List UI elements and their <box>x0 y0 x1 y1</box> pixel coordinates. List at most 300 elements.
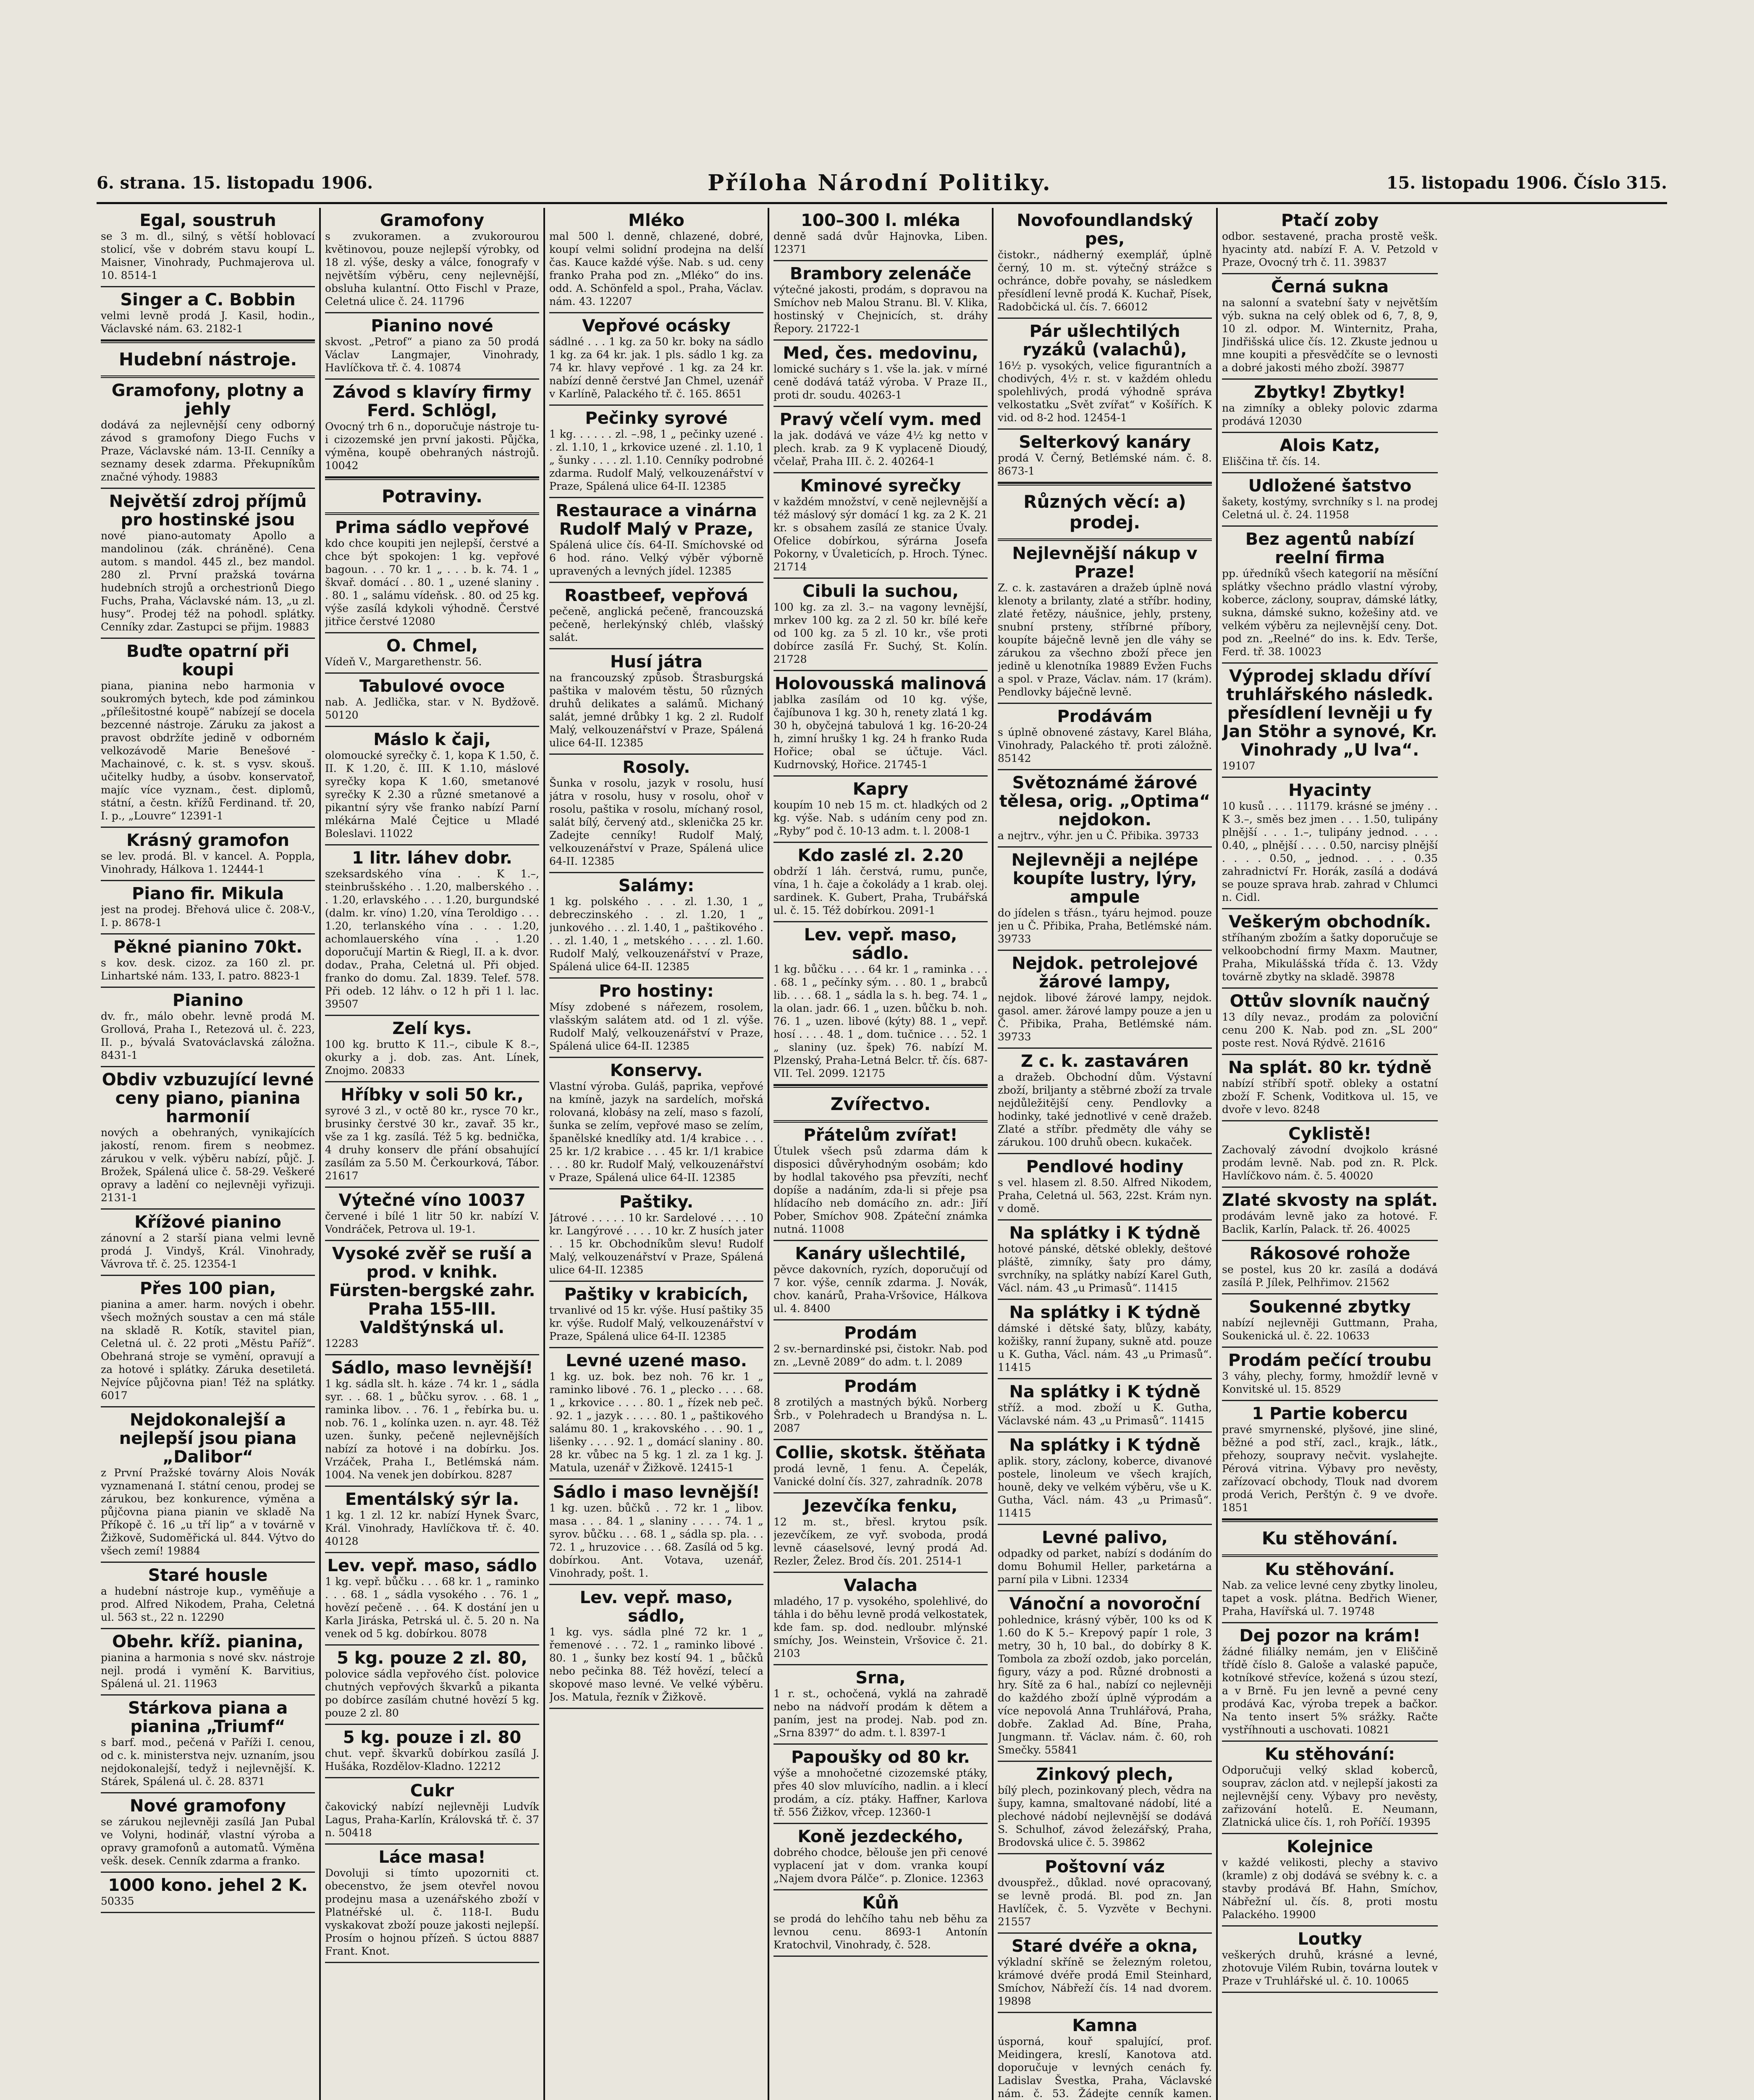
classified-ad <box>1222 1623 1438 1742</box>
classified-ad <box>998 1221 1212 1300</box>
ad-headline: Nejlevnější nákup v Praze! <box>1012 544 1198 582</box>
ad-body: obdrží 1 láh. čerstvá, rumu, punče, vína, 1 h. čaje a čokolády a 1 krab. olej. sardinek. K. Gubert, Praha, Trubářská ul. č. 15. Též dobírkou. 2091-1 <box>773 865 988 916</box>
ad-body: na francouzský způsob. Štrasburgská paštika v malovém těstu, 50 různých druhů delikates a salámů. Michaný salát, jemné drůbky 1 kg. 2 zl. Rudolf Malý, velkouzenářství v Praze, Spálená ulice 64-II. 12385 <box>549 672 763 749</box>
classified-ad <box>101 1407 315 1563</box>
classified-ad <box>549 1189 763 1282</box>
ad-body: Spálená ulice čís. 64-II. Smíchovské od 6 hod. ráno. Velký výběr výborně upravených a levných jídel. 12385 <box>549 539 763 577</box>
ad-body: se 3 m. dl., silný, s větší hoblovací stolicí, vše v dobrém stavu koupí L. Maisner, Vinohrady, Puchmajerova ul. 10. 8514-1 <box>101 230 315 281</box>
ad-body: 13 díly nevaz., prodám za poloviční cenu 200 K. Nab. pod zn. „SL 200“ poste rest. Nová Rýdvě. 21616 <box>1222 1011 1438 1049</box>
classified-ad <box>998 1525 1212 1591</box>
ad-headline: Mléko <box>628 211 684 230</box>
ad-body: prodá V. Černý, Betlémské nám. č. 8. 8673-1 <box>998 452 1212 477</box>
ad-body: pravé smyrnenské, plyšové, jine sliné, běžné a pod stří, zacl., krajk., látk., přehozy, soupravy nečvit. vyslahejte. Pérová vitrina. Výbavy pro nevěsty, zařízovací obchody, Tlouk nad dvorem prodá Verich, Perštýn č. 9 ve dvoře. 1851 <box>1222 1423 1438 1514</box>
ad-headline: Levné uzené maso. <box>566 1351 747 1370</box>
ad-body: výše a mnohočetné cizozemské ptáky, přes 40 slov mluvícího, nadlin. a i klecí prodám, a cíz. ptáky. Haffner, Karlova tř. 556 Žižkov, vřcep. 12360-1 <box>773 1767 988 1818</box>
classified-ad <box>549 208 763 313</box>
ad-headline: Světoznámé žárové tělesa, orig. „Optima“ nejdokon. <box>999 773 1211 830</box>
header-rule <box>97 202 1667 204</box>
classified-ad <box>1222 1241 1438 1294</box>
ad-body: 1 kg. sádla slt. h. káze . 74 kr. 1 „ sádla syr. . . 68. 1 „ bůčku syrov. . . 68. 1 „ raminka libov. . . 76. 1 „ řebírka bu. u. nob. 76. 1 „ kolínka uzen. n. ayr. 48. Též uzen. šunky, pečeně nejlevnějších nabízí za hotové i na dobírku. Jos. Vrzáček, Praha I., Betlémská nám. 1004. Na venek jen dobírkou. 8287 <box>325 1378 539 1481</box>
ad-body: výkladní skříně se železným roletou, krámové dvéře prodá Emil Steinhard, Smíchov, Nábřeží čís. 14 nad dvorem. 19898 <box>998 1956 1212 2007</box>
ad-headline: Gramofony, plotny a jehly <box>111 381 304 419</box>
ad-body: nabízí stříbří spotř. obleky a ostatní zboží F. Schenk, Voditkova ul. 15, ve dvoře v levo. 8248 <box>1222 1077 1438 1116</box>
ad-body: 1 kg. vepř. bůčku . . . 68 kr. 1 „ raminko . . . 68. 1 „ sádla vysokého . . 76. 1 „ hovězí pečeně . . . 64. K dostání jen u Karla Jiráska, Petrská ul. č. 5. 20 n. Na venek od 5 kg. dobírkou. 8078 <box>325 1575 539 1640</box>
ad-headline: Krásný gramofon <box>126 831 289 850</box>
ad-headline: Ku stěhování. <box>1265 1560 1395 1579</box>
classified-ad <box>101 378 315 489</box>
classified-ad <box>773 208 988 261</box>
ad-headline: Zelí kys. <box>392 1019 472 1038</box>
ad-headline: Papoušky od 80 kr. <box>791 1748 970 1767</box>
classified-ad <box>549 583 763 649</box>
ad-headline: O. Chmel, <box>386 636 478 656</box>
classified-ad <box>773 1374 988 1440</box>
ad-body: 12 m. st., břesl. krytou psík. jezevčíkem, ze vyř. svoboda, prodá levně cáaselsové, levný prodá Ad. Rezler, Želez. Brod čís. 201. 2514-1 <box>773 1516 988 1567</box>
ad-headline: Na splátky i K týdně <box>1009 1382 1201 1402</box>
classified-ad <box>1222 274 1438 380</box>
ad-body: a nejtrv., výhr. jen u Č. Přibika. 39733 <box>998 830 1199 842</box>
classified-ad <box>101 881 315 934</box>
ad-headline: Bez agentů nabízí reelní firma <box>1245 530 1415 567</box>
ad-headline: 100–300 l. mléka <box>801 211 960 230</box>
ad-body: Játrové . . . . . 10 kr. Sardelové . . . . 10 kr. Langýrové . . . . 10 kr. Z husích jater . . 15 kr. Obchodníkům slevu! Rudolf Malý, velkouzenářství v Praze, Spálená ulice 64-II. 12385 <box>549 1212 763 1276</box>
ad-body: v každé velikosti, plechy a stavivo (kramle) z obj dodává se svébny k. c. a stavby prodává Bf. Hahn, Smíchov, Nábřežní ul. čís. 8, proti mostu Palackého. 19900 <box>1222 1856 1438 1921</box>
classified-ad <box>998 208 1212 319</box>
classified-ad <box>325 1188 539 1241</box>
ad-headline: Gramofony <box>380 211 485 230</box>
ad-body: dobrého chodce, bělouše jen při cenové vyplacení jat v dom. vranka koupí „Najem dvora Pálče“. p. Zlonice. 12363 <box>773 1846 988 1885</box>
ad-body: lomické sucháry s 1. vše la. jak. v mírné ceně dodává tatáž výroba. V Praze II., proti dr. soudu. 40263-1 <box>773 363 988 401</box>
ad-headline: Kminové syrečky <box>800 476 961 496</box>
classified-ad <box>1222 1742 1438 1834</box>
ad-headline: Kolejnice <box>1287 1837 1373 1856</box>
page-number-date: 6. strana. 15. listopadu 1906. <box>97 173 373 193</box>
classified-ad <box>325 313 539 380</box>
ad-body: 1 kg. . . . . . zl. –.98, 1 „ pečinky uzené . . zl. 1.10, 1 „ krkovice uzené . zl. 1.10, 1 „ šunky . . . . zl. 1.10. Cenníky podrobné zdarma. Rudolf Malý, velkouzenářství v Praze, Spálená ulice 64-II. 12385 <box>549 428 763 492</box>
classified-ad <box>549 498 763 583</box>
ad-body: sádlné . . . 1 kg. za 50 kr. boky na sádlo 1 kg. za 64 kr. jak. 1 pls. sádlo 1 kg. za 74 kr. hlavy vepřové . 1 kg. za 24 kr. nabízí denně čerstvé Jan Chmel, uzenář v Karlíně, Palackého tř. č. 165. 8651 <box>549 336 763 400</box>
ad-headline: Udložené šatstvo <box>1248 476 1412 496</box>
ad-body: odbor. sestavené, pracha prostě vešk. hyacinty atd. nabízí F. A. V. Petzold v Praze, Ovocný trh č. 11. 39837 <box>1222 230 1438 268</box>
ad-body: 100 kg. za zl. 3.– na vagony levnější, mrkev 100 kg. za 2 zl. 50 kr. bílé keře od 100 kg. za 5 zl. 10 kr., vše proti dobírce zasílá Fr. Suchý, St. Kolín. 21728 <box>773 601 988 665</box>
ad-headline: Pečinky syrové <box>585 409 728 428</box>
supplement-title: Příloha Národní Politiky. <box>708 170 1052 196</box>
ad-headline: Na splátky i K týdně <box>1009 1223 1201 1243</box>
ad-body: se prodá do lehčího tahu neb běhu za levnou cenu. 8693-1 Antonín Kratochvil, Vinohrady, č. 528. <box>773 1913 988 1951</box>
ad-body: 1 kg. vys. sádla plné 72 kr. 1 „ řemenové . . . 72. 1 „ raminko libové . 80. 1 „ šunky bez kostí 94. 1 „ bůčků nebo pečinka 88. Též hovězí, telecí a skopové maso levné. Ve velké výběru. Jos. Matula, řezník v Žižkově. <box>549 1626 763 1703</box>
ad-headline: Hyacinty <box>1288 781 1371 800</box>
ad-headline: Na splátky i K týdně <box>1009 1436 1201 1455</box>
classified-ad <box>773 922 988 1085</box>
newspaper-page <box>97 166 1667 2100</box>
classified-ad <box>773 671 988 777</box>
ad-headline: Alois Katz, <box>1279 436 1380 455</box>
classified-ad <box>773 1890 988 1957</box>
ad-body: 100 kg. brutto K 11.–, cibule K 8.–, okurky a j. dob. zas. Ant. Línek, Znojmo. 20833 <box>325 1038 539 1076</box>
ad-body: odpadky od parket, nabízí s dodáním do domu Bohumil Heller, parketárna a parní pila v Libni. 12334 <box>998 1547 1212 1586</box>
classified-ad <box>773 843 988 922</box>
classified-ad <box>325 515 539 633</box>
classified-ad <box>773 1440 988 1494</box>
classified-ad <box>998 1854 1212 1934</box>
ad-body: olomoucké syrečky č. 1, kopa K 1.50, č. II. K 1.20, č. III. K 1.10, máslové syrečky kopa K 1.60, smetanové syrečky K 2.30 a různé smetanové a pikantní sýry vše franko nabízí Parní mlékárna Malé Čejtice u Mladé Boleslavi. 11022 <box>325 749 539 840</box>
ad-body: veškerých druhů, krásné a levné, zhotovuje Vilém Rubin, továrna loutek v Praze v Truhlářské ul. č. 10. 10065 <box>1222 1949 1438 1987</box>
ad-headline: Pro hostiny: <box>599 982 714 1001</box>
column-1 <box>97 208 321 2100</box>
classified-ad <box>1222 989 1438 1055</box>
ad-headline: Singer a C. Bobbin <box>120 290 296 310</box>
classified-ad <box>773 407 988 473</box>
classified-ad <box>1222 1834 1438 1927</box>
ad-body: šakety, kostýmy, svrchníky s l. na prodej Celetná ul. č. 24. 11958 <box>1222 496 1438 521</box>
ad-body: denně sadá dvůr Hajnovka, Liben. 12371 <box>773 230 988 255</box>
section-heading: Ku stěhování. <box>1222 1520 1438 1557</box>
ad-body: mladého, 17 p. vysokého, spolehlivé, do táhla i do běhu levně prodá velkostatek, kde fam. sp. dod. nedloubr. mlýnské smíchy, Jos. Weinstein, Vršovice č. 21. 2103 <box>773 1595 988 1659</box>
ad-body: aplik. story, záclony, koberce, divanové postele, linoleum ve všech krajích, houně, deky ve velkém výběru, vše u K. Gutha, Václ. nám. 43 „u Primasů“. 11415 <box>998 1455 1212 1519</box>
page-header <box>97 166 1667 200</box>
classified-ad <box>325 380 539 478</box>
ad-headline: 1 Partie kobercu <box>1252 1404 1408 1423</box>
ad-headline: Pravý včelí vym. med <box>779 410 982 429</box>
ad-headline: Vysoké zvěř se ruší a prod. v knihk. Fürsten-bergské zahr. Praha 155-III. Valdštýnská ul. <box>329 1244 535 1337</box>
ad-headline: Kapry <box>852 780 909 799</box>
ad-headline: Obdiv vzbuzující levné ceny piano, pianina harmonií <box>102 1070 314 1126</box>
ad-body: s úplně obnovené zástavy, Karel Bláha, Vinohrady, Palackého tř. proti záložně. 85142 <box>998 726 1212 764</box>
classified-ad <box>549 1480 763 1585</box>
ad-headline: Holovousská malinová <box>774 674 987 693</box>
classified-ad <box>1222 208 1438 274</box>
classified-ad <box>998 848 1212 951</box>
classified-ad <box>1222 1927 1438 1993</box>
ad-body: Eliščina tř. čís. 14. <box>1222 455 1320 467</box>
classified-ad <box>998 1300 1212 1379</box>
ad-headline: Prodám <box>844 1377 917 1396</box>
ad-body: Ovocný trh 6 n., doporučuje nástroje tu- i cizozemské jen první jakosti. Půjčka, výměna, koupě obehraných nástrojů. 10042 <box>325 420 539 472</box>
ad-body: 1 kg. uz. bok. bez noh. 76 kr. 1 „ raminko libové . 76. 1 „ plecko . . . . 68. 1 „ krkovice . . . . 80. 1 „ řízek neb peč. . 92. 1 „ jazyk . . . . . 80. 1 „ paštikového salámu 80. 1 „ krakovského . . . 90. 1 „ lišenky . . . . 92. 1 „ domácí slaniny . 80. 28 kr. vůbec na 5 kg. 1 zl. za 1 kg. J. Matula, uzenář v Žižkově. 12415-1 <box>549 1370 763 1474</box>
classified-ad <box>1222 1348 1438 1401</box>
ad-headline: Máslo k čaji, <box>373 730 491 749</box>
ad-columns <box>97 208 1667 2100</box>
ad-body: zánovní a 2 starší piana velmi levně prodá J. Vindyš, Král. Vinohrady, Vávrova tř. č. 25. 12354-1 <box>101 1232 315 1270</box>
ad-body: Z. c. k. zastaváren a dražeb úplně nová klenoty a brilanty, zlaté a stříbr. hodiny, zlaté řetězy, náušnice, jehly, prsteny, snubní prsteny, stříbrné příbory, koupíte báječně levně jen dle váhy se zárukou za všechno zboží přece jen jedině u klenotníka 19889 Evžen Fuchs a spol. v Praze, Václav. nám. 17 (krám). Pendlovky báječně levně. <box>998 582 1212 698</box>
ad-headline: Vánoční a novoroční <box>1009 1594 1201 1614</box>
classified-ad <box>325 1082 539 1188</box>
ad-headline: Pár ušlechtilých ryzáků (valachů), <box>1023 322 1187 360</box>
ad-body: Útulek všech psů zdarma dám k disposici důvěryhodným osobám; kdo by hodlal takového psa převzíti, nechť dopíše a nadáním, zda-li si přeje psa hlídacího neb domácího zn. adr.: Jiří Pober, Smíchov 908. Zpáteční známka nutná. 11008 <box>773 1145 988 1235</box>
ad-body: s zvukoramen. a zvukorourou květinovou, pouze nejlepší výrobky, od 18 zl. výše, desky a válce, fonografy v největším výběru, ceny nejlevnější, obsluha kulantní. Otto Fischl v Praze, Celetná ulice č. 24. 11796 <box>325 230 539 307</box>
ad-body: dodává za nejlevnější ceny odborný závod s gramofony Diego Fuchs v Praze, Václavské nám. 13-II. Cenníky a seznamy desek zdarma. Překupníkům značné výhody. 19883 <box>101 419 315 483</box>
ad-body: bílý plech, pozinkovaný plech, vědra na šupy, kamna, smaltované nádobí, lité a plechové nádobí nejlevnější se dodává S. Schulhof, závod železářský, Praha, Brodovská ulice č. 5. 39862 <box>998 1784 1212 1848</box>
ad-headline: Cukr <box>410 1781 454 1801</box>
classified-ad <box>549 406 763 498</box>
classified-ad <box>101 1629 315 1696</box>
ad-headline: Z c. k. zastaváren <box>1020 1052 1189 1071</box>
ad-body: nové piano-automaty Apollo a mandolinou (zák. chráněné). Cena autom. s mandol. 445 zl., bez mandol. 280 zl. První pražská továrna hudebních strojů a orchestrionů Diego Fuchs, Praha, Václavské nám. 13, „u zl. husy“. Prodej též na pohodl. splátky. Cenníky zdar. Zastupci se přijm. 19883 <box>101 530 315 633</box>
classified-ad <box>773 579 988 671</box>
classified-ad <box>1222 473 1438 527</box>
ad-headline: 5 kg. pouze 2 zl. 80, <box>337 1648 527 1668</box>
classified-ad <box>998 1379 1212 1433</box>
ad-body: 8 zrotilých a mastných býků. Norberg Šrb., v Polehradech u Brandýsa n. L. 2087 <box>773 1396 988 1434</box>
ad-headline: Nejlevněji a nejlépe koupíte lustry, lýry, ampule <box>1011 850 1198 907</box>
ad-headline: Sádlo, maso levnější! <box>331 1358 533 1378</box>
ad-headline: Levné palivo, <box>1041 1528 1168 1547</box>
ad-headline: Srna, <box>855 1668 906 1688</box>
ad-headline: Přátelům zvířat! <box>803 1126 958 1145</box>
ad-headline: Kamna <box>1072 2016 1138 2035</box>
classified-ad <box>773 473 988 579</box>
classified-ad <box>325 1487 539 1553</box>
ad-headline: Největší zdroj příjmů pro hostinské jsou <box>109 492 307 530</box>
ad-headline: Novofoundlandský pes, <box>1017 211 1193 249</box>
ad-body: s kov. desk. cizoz. za 160 zl. pr. Linhartské nám. 133, I. patro. 8823-1 <box>101 957 315 982</box>
ad-headline: Piano fir. Mikula <box>132 884 284 903</box>
ad-headline: Jezevčíka fenku, <box>803 1496 958 1516</box>
classified-ad <box>998 2013 1212 2100</box>
classified-ad <box>549 1348 763 1480</box>
column-2 <box>321 208 545 2100</box>
ad-headline: Rosoly. <box>622 758 690 777</box>
column-6 <box>1218 208 1442 2100</box>
classified-ad <box>998 1762 1212 1854</box>
ad-headline: Zbytky! Zbytky! <box>1254 383 1406 402</box>
ad-body: 19107 <box>1222 760 1256 772</box>
classified-ad <box>549 313 763 406</box>
ad-body: se lev. prodá. Bl. v kancel. A. Poppla, Vinohrady, Hálkova 1. 12444-1 <box>101 850 315 875</box>
ad-headline: Závod s klavíry firmy Ferd. Schlögl, <box>333 383 532 420</box>
ad-body: nabízí nejlevněji Guttmann, Praha, Soukenická ul. č. 22. 10633 <box>1222 1317 1438 1342</box>
classified-ad <box>1222 778 1438 909</box>
ad-body: úsporná, kouř spalující, prof. Meidingera, kreslí, Kanotova atd. doporučuje v levných cenách fy. Ladislav Švestka, Praha, Václavské nám. č. 53. Žádejte cenník kamen. <box>998 2035 1212 2100</box>
ad-headline: 1000 kono. jehel 2 K. <box>108 1876 308 1895</box>
ad-body: Dovoluji si tímto upozorniti ct. obecenstvo, že jsem otevřel novou prodejnu masa a uzenářského zboží v Platnéřské ul. č. 118-I. Budu vyskakovat zboží pouze jakosti nejlepší. Prosím o hojnou přízeň. S úctou 8887 Frant. Knot. <box>325 1867 539 1957</box>
classified-ad <box>549 979 763 1058</box>
ad-headline: Roastbeef, vepřová <box>564 586 748 605</box>
ad-body: se zárukou nejlevněji zasílá Jan Pubal ve Volyni, hodinář, vlastní výroba a opravy gramofonů a automatů. Výměna vešk. desek. Cenník zdarma a franko. <box>101 1816 315 1867</box>
classified-ad <box>1222 1401 1438 1520</box>
classified-ad <box>101 1067 315 1210</box>
ad-headline: Prodám <box>844 1323 917 1343</box>
ad-body: z První Pražské továrny Alois Novák vyznamenaná I. státní cenou, prodej se zárukou, bez konkurence, výměna a půjčovna piana pianin ve skladě Na Příkopě č. 16 „u tří lip“ a v továrně v Žižkově, Sudoměřická ul. 844. Výtvo do všech zemí! 19884 <box>101 1467 315 1557</box>
ad-headline: Zinkový plech, <box>1036 1765 1174 1784</box>
ad-headline: Výprodej skladu dříví truhlářského následk. přesídlení levněji u fy Jan Stöhr a synové, Kr. Vinohrady „U lva“. <box>1222 667 1437 760</box>
ad-body: nových a obehraných, vynikajících jakostí, renom. firem s neobmez. zárukou v velk. výběru nabízí, půjč. J. Brožek, Spálená ulice č. 58-29. Veškeré opravy a ladění co nejlevněji vyřizuji. 2131-1 <box>101 1126 315 1204</box>
classified-ad <box>998 319 1212 430</box>
ad-body: 1 kg. bůčku . . . . 64 kr. 1 „ raminka . . . . 68. 1 „ pečínky sým. . . 80. 1 „ brabců lib. . . . 68. 1 „ sádla la s. h. beg. 74. 1 „ la olan. jadr. 66. 1 „ uzen. bůčku b. noh. 76. 1 „ uzen. libové (kýty) 88. 1 „ vepř. hosí . . . . 48. 1 „ dom. tučnice . . . 52. 1 „ slaniny (uz. špek) 76. nabízí M. Plzenský, Praha-Letná Belcr. tř. čís. 687-VII. Tel. 2099. 12175 <box>773 963 988 1079</box>
ad-headline: Veškerým obchodník. <box>1228 912 1432 932</box>
ad-body: 1 kg. 1 zl. 12 kr. nabízí Hynek Švarc, Král. Vinohrady, Havlíčkova tř. č. 40. 40128 <box>325 1509 539 1547</box>
ad-body: Zachovalý závodní dvojkolo krásné prodám levně. Nab. pod zn. R. Plck. Havlíčkovo nám. č. 5. 40020 <box>1222 1144 1438 1182</box>
ad-body: chut. vepř. škvarků dobírkou zasílá J. Hušáka, Rozdělov-Kladno. 12212 <box>325 1747 539 1772</box>
classified-ad <box>773 1573 988 1665</box>
classified-ad <box>325 1725 539 1778</box>
ad-headline: Prodávám <box>1057 707 1153 726</box>
ad-body: žádné filiálky nemám, jen v Eliščině třídě číslo 8. Galoše a valaské papuče, kotníkové střevíce, kožená s úzou stezí, a v Brně. Fu jen levně a pevné ceny prodává Kac, výroba trepek a bačkor. Na tento insert 5% srážky. Račte vystříhnouti a uschovati. 10821 <box>1222 1646 1438 1736</box>
classified-ad <box>773 1824 988 1890</box>
ad-body: 1 r. st., ochočená, vyklá na zahradě nebo na nádvoří prodám k dětem a paním, jest na prodej. Nab. pod zn. „Srna 8397“ do adm. t. l. 8397-1 <box>773 1688 988 1739</box>
ad-headline: Sádlo i maso levnější! <box>553 1483 760 1502</box>
classified-ad <box>773 1241 988 1320</box>
classified-ad <box>998 1433 1212 1525</box>
ad-body: polovice sádla vepřového číst. polovice chutných vepřových škvarků a pikanta po dobírce zasílám chutné hovězí 5 kg. pouze 2 zl. 80 <box>325 1668 539 1719</box>
ad-body: pěvce dakovních, ryzích, doporučují od 7 kor. výše, cenník zdarma. J. Novák, chov. kanárů, Praha-Vršovice, Hálkova ul. 4. 8400 <box>773 1263 988 1315</box>
ad-body: 3 váhy, plechy, formy, hmoždíř levně v Konvitské ul. 15. 8529 <box>1222 1370 1438 1395</box>
classified-ad <box>998 541 1212 704</box>
classified-ad <box>998 1591 1212 1762</box>
ad-headline: Rákosové rohože <box>1249 1244 1411 1263</box>
ad-body: pianina a amer. harm. nových i obehr. všech možných soustav a cen má stále na skladě R. Kotík, stavitel pian, Celetná ul. č. 22 proti „Městu Paříž“. Obehraná stroje se vymění, opravují a za hotové i splátky. Záruka desetiletá. Nejvíce půjčovna pian! Též na splátky. 6017 <box>101 1298 315 1402</box>
classified-ad <box>325 674 539 727</box>
classified-ad <box>549 1058 763 1189</box>
ad-headline: Egal, soustruh <box>139 211 276 230</box>
ad-body: velmi levně prodá J. Kasil, hodin., Václavské nám. 63. 2182-1 <box>101 310 315 335</box>
classified-ad <box>325 1355 539 1487</box>
ad-body: stříž. a mod. zboží u K. Gutha, Václavské nám. 43 „u Primasů“. 11415 <box>998 1402 1212 1427</box>
ad-headline: Cibuli la suchou, <box>802 582 959 601</box>
classified-ad <box>325 1016 539 1082</box>
ad-body: szeksardského vína . . K 1.–, steinbrušského . . 1.20, malberského . . . 1.20, erlavského . . . 1.20, burgundské (dalm. kr. víno) 1.20, vína Teroldigo . . . 1.20, terlanského vína . . . 1.20, achomlauerského vína . . 1.20 doporučují Martin & Riegl, II. a k. dvor. dodav., Praha, Celetná ul. Při objed. franko do domu. Zal. 1839. Telef. 578. Při odeb. 12 láhv. o 12 h při 1 l. lac. 39507 <box>325 868 539 1010</box>
classified-ad <box>998 1049 1212 1154</box>
ad-body: se postel, kus 20 kr. zasílá a dodává zasílá P. Jílek, Pelhřimov. 21562 <box>1222 1263 1438 1289</box>
ad-headline: Selterkový kanáry <box>1019 433 1191 452</box>
ad-body: jablka zasílám od 10 kg. výše, čajíbunova 1 kg. 30 h, renety zlatá 1 kg. 30 h, obyčejná tabulová 1 kg. 16-20-24 h, zimní hrušky 1 kg. 24 h franko Ruda Hořice; obal se účtuje. Václ. Kudrnovský, Hořice. 21745-1 <box>773 693 988 771</box>
ad-headline: Nové gramofony <box>129 1796 286 1816</box>
ad-headline: Restaurace a vinárna Rudolf Malý v Praze, <box>556 501 757 539</box>
classified-ad <box>1222 1121 1438 1188</box>
ad-headline: Prima sádlo vepřové <box>335 518 530 537</box>
classified-ad <box>325 845 539 1016</box>
ad-headline: 1 litr. láhev dobr. <box>352 848 512 868</box>
classified-ad <box>101 988 315 1067</box>
classified-ad <box>773 1494 988 1573</box>
classified-ad <box>1222 1294 1438 1348</box>
classified-ad <box>325 1778 539 1845</box>
section-heading: Různých věcí: a) prodej. <box>998 483 1212 541</box>
ad-body: v každém množství, v ceně nejlevnější a též máslový sýr domácí 1 kg. za 2 K. 21 kr. s obsahem zasílá ze stanice Úvaly. Ofelice dobírkou, sýrárna Josefa Pokorny, v Úvaleticích, p. Hroch. Týnec. 21714 <box>773 496 988 573</box>
classified-ad <box>325 1845 539 1963</box>
classified-ad <box>549 1585 763 1709</box>
classified-ad <box>1222 433 1438 473</box>
classified-ad <box>773 341 988 407</box>
issue-date-number: 15. listopadu 1906. Číslo 315. <box>1386 173 1667 193</box>
classified-ad <box>325 1646 539 1725</box>
ad-headline: Paštiky v krabicích, <box>564 1285 749 1304</box>
classified-ad <box>101 1873 315 1913</box>
ad-headline: Dej pozor na krám! <box>1239 1626 1421 1646</box>
ad-headline: Nejdok. petrolejové žárové lampy, <box>1012 954 1198 992</box>
classified-ad <box>101 1276 315 1407</box>
ad-headline: Cyklistě! <box>1288 1124 1371 1144</box>
classified-ad <box>325 633 539 674</box>
ad-headline: Na splát. 80 kr. týdně <box>1228 1058 1432 1077</box>
classified-ad <box>998 1934 1212 2013</box>
ad-headline: Buďte opatrní při koupi <box>126 642 289 680</box>
ad-body: skvost. „Petrof“ a piano za 50 prodá Václav Langmajer, Vinohrady, Havlíčkova tř. č. 4. 10874 <box>325 336 539 374</box>
classified-ad <box>325 208 539 313</box>
ad-headline: Brambory zelenáče <box>789 264 972 284</box>
classified-ad <box>101 1563 315 1629</box>
classified-ad <box>1222 664 1438 778</box>
ad-body: prodávám levně jako za hotové. F. Baclik, Karlín, Palack. tř. 26. 40025 <box>1222 1210 1438 1235</box>
ad-body: nejdok. libové žárové lampy, nejdok. gasol. amer. žárové lampy pouze a jen u Č. Přibika, Praha, Betlémské nám. 39733 <box>998 992 1212 1043</box>
ad-headline: Staré dvéře a okna, <box>1012 1937 1198 1956</box>
ad-headline: Pendlové hodiny <box>1026 1157 1184 1176</box>
section-heading: Hudební nástroje. <box>101 341 315 378</box>
ad-headline: Přes 100 pian, <box>139 1279 276 1298</box>
ad-headline: Tabulové ovoce <box>359 677 505 696</box>
ad-body: pianina a harmonia s nové skv. nástroje nejl. prodá i vymění K. Barvitius, Spálená ul. 21. 11963 <box>101 1651 315 1690</box>
ad-headline: Ottův slovník naučný <box>1230 992 1430 1011</box>
classified-ad <box>1222 1188 1438 1241</box>
ad-body: 16½ p. vysokých, velice figurantních a chodivých, 4½ r. st. v každém ohledu spolehlivých, prodá výhodně správa velkostatku „Svět zvířat“ v Košířích. K vid. od 8-2 hod. 12454-1 <box>998 360 1212 424</box>
ad-body: mal 500 l. denně, chlazené, dobré, koupí velmi solidní prodejna na delší čas. Kauce každé výše. Nab. s ud. ceny franko Praha pod zn. „Mléko“ do ins. odd. A. Schönfeld a spol., Praha, Václav. nám. 43. 12207 <box>549 230 763 307</box>
ad-body: dv. fr., málo obehr. levně prodá M. Grollová, Praha I., Retezová ul. č. 223, II. p., bývalá Svatováclavská záložna. 8431-1 <box>101 1010 315 1061</box>
classified-ad <box>325 727 539 845</box>
ad-body: pečeně, anglická pečeně, francouzská pečeně, herlekýnský chléb, vlašský salát. <box>549 605 763 643</box>
ad-headline: Kůň <box>862 1893 899 1913</box>
ad-headline: Husí játra <box>610 652 703 672</box>
classified-ad <box>101 1210 315 1276</box>
ad-body: dvouspřež., důklad. nové opracovaný, se levně prodá. Bl. pod zn. Jan Havlíček, č. 5. Vyzvěte v Bechyni. 21557 <box>998 1877 1212 1928</box>
ad-body: do jídelen s třásn., tyáru hejmod. pouze jen u Č. Přibika, Praha, Betlémské nám. 39733 <box>998 907 1212 945</box>
ad-body: 10 kusů . . . . 11179. krásné se jmény . . K 3.–, směs bez jmen . . . 1.50, tulipány plnější . . . 1.–, tulipány jednod. . . . 0.40, „ plnější . . . . 0.50, narcisy plnější . . . . 0.50, „ jednod. . . . . 0.35 zahradnictví Fr. Horák, zasílá a dodává se pouze sprava hrab. zahrad v Chlumci n. Cidl. <box>1222 800 1438 903</box>
column-5 <box>994 208 1218 2100</box>
column-3 <box>545 208 769 2100</box>
ad-body: Vídeň V., Margarethenstr. 56. <box>325 656 482 668</box>
ad-headline: Salámy: <box>618 876 695 895</box>
ad-body: dámské i dětské šaty, blůzy, kabáty, kožišky, ranní župany, sukně atd. pouze u K. Gutha, Václ. nám. 43 „u Primasů“. 11415 <box>998 1322 1212 1373</box>
classified-ad <box>998 704 1212 770</box>
ad-headline: Stárkova piana a pianina „Triumf“ <box>128 1698 288 1736</box>
classified-ad <box>101 208 315 287</box>
classified-ad <box>1222 1557 1438 1623</box>
classified-ad <box>773 777 988 843</box>
section-heading: Zvířectvo. <box>773 1085 988 1123</box>
ad-body: Šunka v rosolu, jazyk v rosolu, husí játra v rosolu, husy v rosolu, ohoř v rosolu, paštika v rosolu, míchaný rosol, salát bílý, červený atd., sklenička 25 kr. Zadejte cenníky! Rudolf Malý, velkouzenářství v Praze, Spálená ulice 64-II. 12385 <box>549 777 763 867</box>
ad-body: a hudební nástroje kup., vyměňuje a prod. Alfred Nikodem, Praha, Celetná ul. 563 st., 22 n. 12290 <box>101 1585 315 1623</box>
ad-headline: Koně jezdeckého, <box>797 1827 964 1846</box>
ad-headline: Pianino nové <box>371 316 493 336</box>
ad-body: stříhaným zbožím a šatky doporučuje se velkoobchodní firmy Maxm. Mautner, Praha, Mikulášská třída č. 13. Vždy továrně zbytky na skladě. 39878 <box>1222 932 1438 983</box>
ad-headline: Láce masa! <box>378 1848 486 1867</box>
ad-headline: Obehr. kříž. pianina, <box>112 1632 304 1651</box>
ad-body: jest na prodej. Břehová ulice č. 208-V., I. p. 8678-1 <box>101 903 315 929</box>
classified-ad <box>773 261 988 341</box>
ad-headline: Konservy. <box>610 1061 703 1080</box>
ad-body: 2 sv.-bernardinské psi, čistokr. Nab. pod zn. „Levně 2089“ do adm. t. l. 2089 <box>773 1343 988 1368</box>
ad-body: piana, pianina nebo harmonia v soukromých bytech, kde pod záminkou „přílešitostné koupě“ nabízejí se docela bezcenné nástroje. Záruku za jakost a pravost obdržíte jedině v odborném velkozávodě Marie Benešové - Machainové, c. k. st. s vysv. skouš. učitelky hudby, a úsobv. konservatoř, majíc více vyznam., čest. diplomů, státní, a čestn. křížů Ferdinand. tř. 20, I. p., „Louvre“ 12391-1 <box>101 680 315 822</box>
classified-ad <box>773 1745 988 1824</box>
ad-headline: Lev. vepř. maso, sádlo <box>327 1556 537 1575</box>
ad-headline: Paštiky. <box>619 1192 694 1212</box>
ad-body: Mísy zdobené s nářezem, rosolem, vlašským salátem atd. od 1 zl. výše. Rudolf Malý, velkouzenářství v Praze, Spálená ulice 64-II. 12385 <box>549 1001 763 1052</box>
ad-headline: 5 kg. pouze i zl. 80 <box>343 1728 522 1747</box>
ad-body: 12283 <box>325 1337 359 1349</box>
classified-ad <box>101 1696 315 1793</box>
classified-ad <box>1222 1055 1438 1121</box>
classified-ad <box>101 828 315 881</box>
classified-ad <box>101 1793 315 1873</box>
ad-headline: Na splátky i K týdně <box>1009 1303 1201 1322</box>
ad-headline: Med, čes. medovinu, <box>783 344 978 363</box>
classified-ad <box>325 1241 539 1355</box>
ad-body: červené i bílé 1 litr 50 kr. nabízí V. Vondráček, Petrova ul. 19-1. <box>325 1210 539 1235</box>
ad-headline: Ku stěhování: <box>1265 1745 1395 1764</box>
classified-ad <box>1222 527 1438 664</box>
ad-headline: Zlaté skvosty na splát. <box>1222 1191 1438 1210</box>
ad-headline: Staré housle <box>148 1566 268 1585</box>
ad-body: Vlastní výroba. Guláš, paprika, vepřové na kmíně, jazyk na sardelích, mořská rolovaná, klobásy na zelí, maso s fazolí, šunka se zelím, vepřové maso se zelím, španělské knedlíky atd. 1/4 krabice . . . 25 kr. 1/2 krabice . . . 45 kr. 1/1 krabice . . . 80 kr. Rudolf Malý, velkouzenářství v Praze, Spálená ulice 64-II. 12385 <box>549 1080 763 1184</box>
